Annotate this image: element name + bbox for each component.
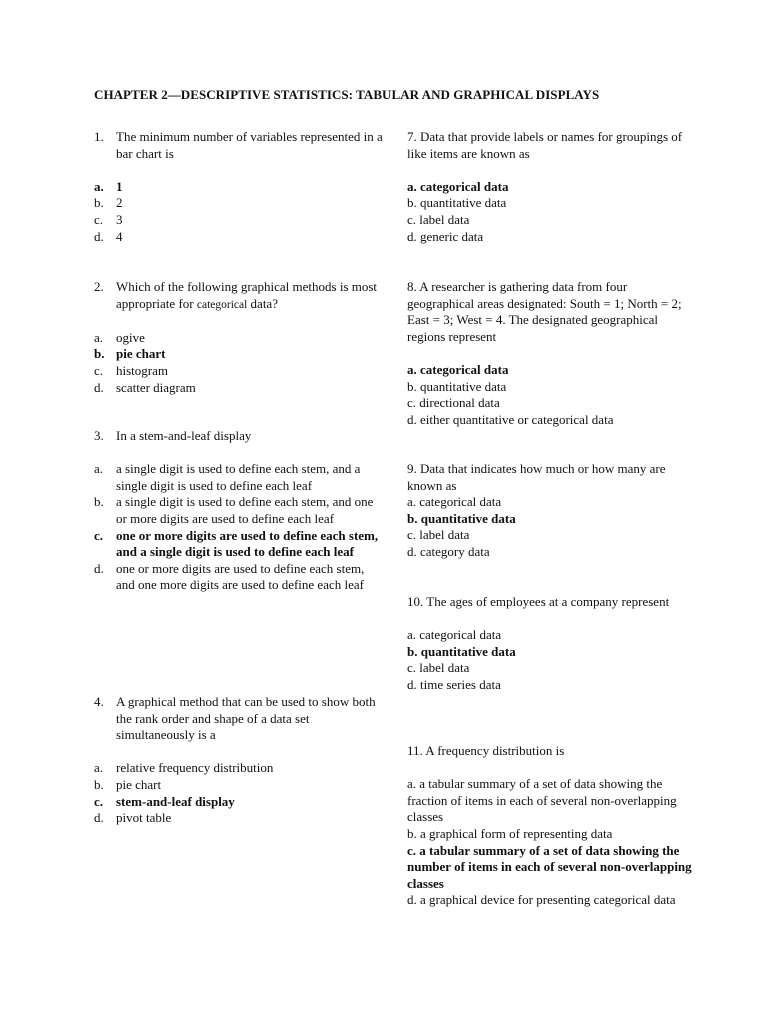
question-text: Which of the following graphical methods is most appropriate for categorical data? [116,279,378,311]
option-d: d. pivot table [94,810,172,826]
option-a-correct: a. 1 [94,178,123,194]
option-b: b. a graphical form of representing data [407,825,613,841]
option-d: d. a graphical device for presenting categorical data [407,892,676,908]
question-1 [94,129,384,245]
option-c-correct: c. stem-and-leaf display [94,793,235,809]
option-c: c. histogram [94,362,168,378]
option-d: d. time series data [407,676,501,692]
option-b-correct: b. quantitative data [407,643,516,659]
option-b: b. quantitative data [407,195,507,211]
question-text: In a stem-and-leaf display [116,428,252,443]
option-a-correct: a. categorical data [407,178,509,194]
question-stem: 9. Data that indicates how much or how many are known as [407,461,666,493]
option-c: c. label data [407,211,470,227]
option-a: a. categorical data [407,494,502,510]
options-list [94,179,384,245]
question-stem [94,279,384,313]
options-list [94,461,384,594]
option-c: c. label data [407,527,470,543]
option-a: a. categorical data [407,627,502,643]
question-stem: 8. A researcher is gathering data from four geographical areas designated: South = 1; North = 2; East = 3; West = 4. The designated geographical regions represent [407,279,682,344]
options-list [407,627,697,693]
question-stem [94,428,384,445]
option-b-correct: b. quantitative data [407,510,516,526]
question-stem [94,129,384,162]
question-10 [407,594,697,694]
option-a: a. a tabular summary of a set of data showing the fraction of items in each of several non-overlapping classes [407,776,677,825]
option-a-correct: a. categorical data [407,361,509,377]
options-list [407,179,697,245]
question-text: The minimum number of variables represented in a bar chart is [116,129,383,161]
option-d: d. generic data [407,228,484,244]
question-3 [94,428,384,594]
question-stem: 7. Data that provide labels or names for groupings of like items are known as [407,129,683,161]
question-stem: 11. A frequency distribution is [407,743,565,758]
question-number: 2. [94,279,104,294]
option-d: d. category data [407,543,490,559]
option-b-correct: b. pie chart [94,346,166,362]
question-stem [94,694,384,744]
option-a: a. a single digit is used to define each stem, and a single digit is used to define each leaf [94,461,361,493]
question-number: 3. [94,428,104,443]
question-stem: 10. The ages of employees at a company represent [407,594,670,609]
option-a: a. relative frequency distribution [94,760,274,776]
option-d: d. either quantitative or categorical data [407,411,614,427]
options-list [94,760,384,826]
options-list [407,776,697,909]
option-b: b. a single digit is used to define each stem, and one or more digits are used to define each leaf [94,494,374,526]
chapter-title: CHAPTER 2—DESCRIPTIVE STATISTICS: TABULAR AND GRAPHICAL DISPLAYS [94,87,600,102]
question-text: A graphical method that can be used to show both the rank order and shape of a data set simultaneously is a [116,694,376,743]
question-7 [407,129,697,245]
options-list [407,362,697,428]
option-b: b. pie chart [94,776,162,792]
option-d: d. one or more digits are used to define each stem, and one more digits are used to define each leaf [94,560,365,593]
question-8 [407,279,697,428]
options-list [407,494,697,560]
option-b: b. quantitative data [407,378,507,394]
option-b: b. 2 [94,195,123,211]
question-9 [407,461,697,561]
option-c-correct: c. a tabular summary of a set of data showing the number of items in each of several non-overlapping classes [407,842,692,891]
question-4 [94,694,384,827]
option-c: c. 3 [94,211,123,227]
question-number: 1. [94,129,104,144]
option-c: c. label data [407,660,470,676]
option-c-correct: c. one or more digits are used to define each stem, and a single digit is used to define each leaf [94,527,379,560]
option-c: c. directional data [407,395,500,411]
question-number: 4. [94,694,104,709]
options-list [94,330,384,396]
question-2 [94,279,384,396]
option-d: d. 4 [94,228,123,244]
option-a: a. ogive [94,329,145,345]
question-11 [407,743,697,909]
option-d: d. scatter diagram [94,379,196,395]
